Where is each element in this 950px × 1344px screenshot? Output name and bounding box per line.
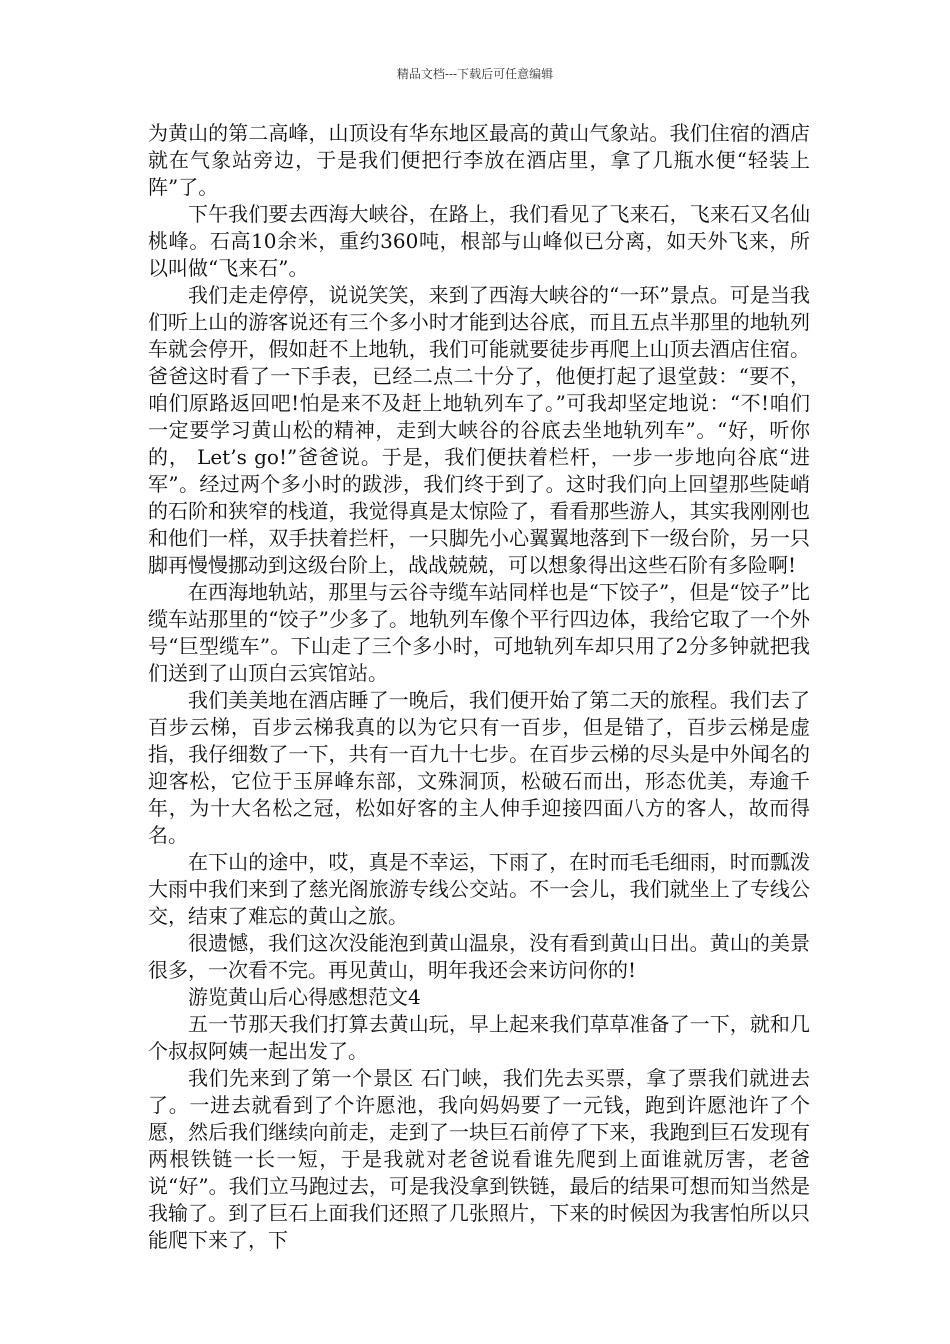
paragraph: 在西海地轨站，那里与云谷寺缆车站同样也是“下饺子”，但是“饺子”比缆车站那里的“饺子”少多了。地轨列车像个平行四边体，我给它取了一个外号“巨型缆车”。下山走了三个多小时，可地轨列车却只用了2分多钟就把我们送到了山顶白云宾馆站。 xyxy=(148,580,810,685)
paragraph: 下午我们要去西海大峡谷，在路上，我们看见了飞来石，飞来石又名仙桃峰。石高10余米，重约360吨，根部与山峰似已分离，如天外飞来，所以叫做“飞来石”。 xyxy=(148,202,810,280)
paragraph: 五一节那天我们打算去黄山玩，早上起来我们草草准备了一下，就和几个叔叔阿姨一起出发了。 xyxy=(148,1012,810,1063)
document-body xyxy=(148,120,810,1254)
paragraph: 在下山的途中，哎，真是不幸运，下雨了，在时而毛毛细雨，时而瓢泼大雨中我们来到了慈光阁旅游专线公交站。不一会儿，我们就坐上了专线公交，结束了难忘的黄山之旅。 xyxy=(148,850,810,928)
paragraph: 很遗憾，我们这次没能泡到黄山温泉，没有看到黄山日出。黄山的美景很多，一次看不完。再见黄山，明年我还会来访问你的! xyxy=(148,931,810,982)
paragraph: 为黄山的第二高峰，山顶设有华东地区最高的黄山气象站。我们住宿的酒店就在气象站旁边，于是我们便把行李放在酒店里，拿了几瓶水便“轻装上阵”了。 xyxy=(148,121,810,199)
paragraph: 我们先来到了第一个景区 石门峡，我们先去买票，拿了票我们就进去了。一进去就看到了个许愿池，我向妈妈要了一元钱，跑到许愿池许了个愿，然后我们继续向前走，走到了一块巨石前停了下来，我跑到巨石发现有两根铁链一长一短，于是我就对老爸说看谁先爬到上面谁就厉害，老爸说“好”。我们立马跑过去，可是我没拿到铁链，最后的结果可想而知当然是我输了。到了巨石上面我们还照了几张照片，下来的时候因为我害怕所以只能爬下来了，下 xyxy=(148,1066,810,1252)
paragraph: 我们走走停停，说说笑笑，来到了西海大峡谷的“一环”景点。可是当我们听上山的游客说还有三个多小时才能到达谷底，而且五点半那里的地轨列车就会停开，假如赶不上地轨，我们可能就要徒步再爬上山顶去酒店住宿。爸爸这时看了一下手表，已经二点二十分了，他便打起了退堂鼓：“要不，咱们原路返回吧!怕是来不及赶上地轨列车了。”可我却坚定地说：“不!咱们一定要学习黄山松的精神，走到大峡谷的谷底去坐地轨列车”。“好，听你的， Let’s go!”爸爸说。于是，我们便扶着栏杆，一步一步地向谷底“进军”。经过两个多小时的跋涉，我们终于到了。这时我们向上回望那些陡峭的石阶和狭窄的栈道，我觉得真是太惊险了，看看那些游人，其实我刚刚也和他们一样，双手扶着拦杆，一只脚先小心翼翼地落到下一级台阶，另一只脚再慢慢挪动到这级台阶上，战战兢兢，可以想象得出这些石阶有多险啊! xyxy=(148,283,810,577)
section-heading: 游览黄山后心得感想范文4 xyxy=(188,985,421,1009)
paragraph: 我们美美地在酒店睡了一晚后，我们便开始了第二天的旅程。我们去了百步云梯，百步云梯我真的以为它只有一百步，但是错了，百步云梯是虚指，我仔细数了一下，共有一百九十七步。在百步云梯的尽头是中外闻名的迎客松，它位于玉屏峰东部，文殊洞顶，松破石而出，形态优美，寿逾千年，为十大名松之冠，松如好客的主人伸手迎接四面八方的客人，故而得名。 xyxy=(148,688,810,847)
page-header: 精品文档---下载后可任意编辑 xyxy=(396,67,554,81)
